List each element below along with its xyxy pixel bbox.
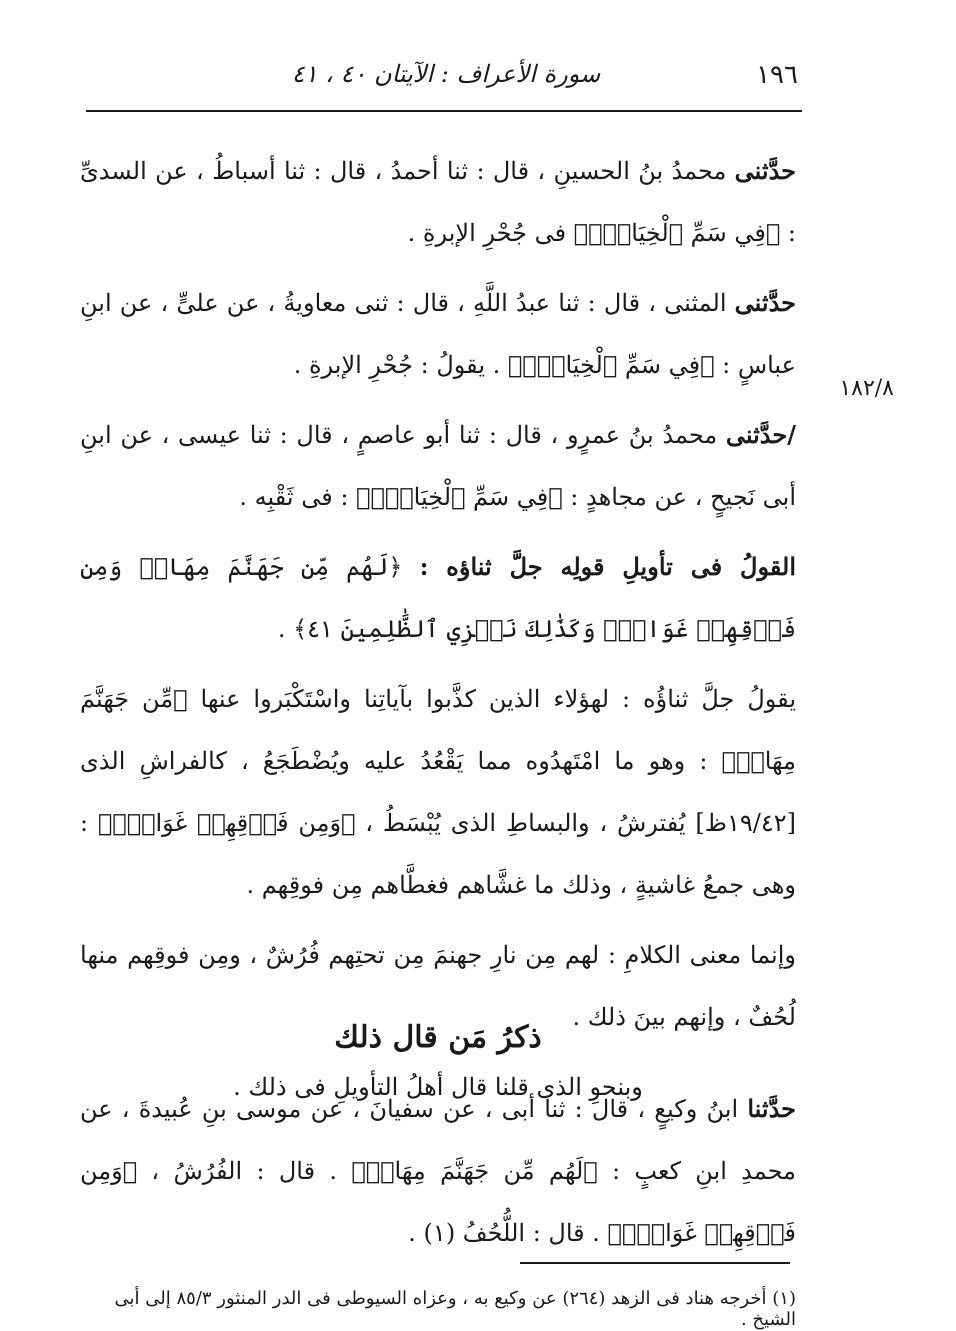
header-rule: [86, 110, 802, 112]
paragraph-lead: حدَّثنى: [734, 156, 796, 185]
page-header: [86, 60, 802, 96]
running-head: سورة الأعراف : الآيتان ٤٠ ، ٤١: [291, 60, 601, 88]
paragraph-text: ﴿لَهُم مِّن جَهَنَّمَ مِهَادٞ وَمِن فَوۡقِهِمۡ غَوَاشٖۚ وَكَذَٰلِكَ نَجۡزِي ٱلظَّٰلِمِينَ ٤١﴾ .: [80, 553, 796, 643]
paragraph-hadith-3: [80, 404, 796, 528]
paragraph-text: محمدُ بنُ الحسينِ ، قال : ثنا أحمدُ ، قال : ثنا أسباطُ ، عن السدىِّ : ﴿فِي سَمِّ ٱلْخِيَاطِۚ﴾ فى جُحْرِ الإبرةِ .: [80, 157, 796, 247]
page-number: ١٩٦: [756, 60, 798, 90]
paragraph-hadith-1: [80, 140, 796, 264]
paragraph-explanation: [80, 668, 796, 916]
body-text-2: [80, 1078, 796, 1272]
paragraph-text: ابنُ وكيعٍ ، قال : ثنا أبى ، عن سفيانَ ، عن موسى بنِ عُبيدةَ ، عن محمدِ ابنِ كعبٍ : ﴿لَهُم مِّن جَهَنَّمَ مِهَادٞ﴾ . قال : الفُرُشُ ، ﴿وَمِن فَوۡقِهِمۡ غَوَاشٖۚ﴾ . قال : اللُّحُفُ (١) .: [80, 1095, 797, 1247]
body-text: [80, 140, 796, 1126]
paragraph-text: المثنى ، قال : ثنا عبدُ اللَّهِ ، قال : ثنى معاويةُ ، عن علىٍّ ، عن ابنِ عباسٍ : ﴿فِي سَمِّ ٱلْخِيَاطِۚ﴾ . يقولُ : جُحْرِ الإبرةِ .: [80, 289, 796, 379]
paragraph-text: محمدُ بنُ عمرٍو ، قال : ثنا أبو عاصمٍ ، قال : ثنا عيسى ، عن ابنِ أبى نَجيحٍ ، عن مجاهدٍ : ﴿فِي سَمِّ ٱلْخِيَاطِۚ﴾ : فى ثَقْبِه .: [80, 421, 796, 511]
paragraph-hadith-4: [80, 1078, 796, 1264]
footnote: (١) أخرجه هناد فى الزهد (٢٦٤) عن وكيع به ، وعزاه السيوطى فى الدر المنثور ٨٥/٣ إلى أبى الشيخ .: [114, 1288, 796, 1330]
margin-note: ١٨٢/٨: [839, 376, 894, 401]
paragraph-text: وإنما معنى الكلامِ : لهم مِن نارِ جهنمَ مِن تحتِهم فُرُشٌ ، ومِن فوقِهم منها لُحُفٌ ، وإنهم بينَ ذلك .: [80, 941, 796, 1031]
footnote-rule: [520, 1262, 790, 1264]
paragraph-text: يقولُ جلَّ ثناؤُه : لهؤلاء الذين كذَّبوا بآياتِنا واسْتَكْبَروا عنها ﴿مِّن جَهَنَّمَ مِهَادٞ﴾ : وهو ما امْتَهدُوه مما يَقْعُدُ عليه ويُضْطَجَعُ ، كالفراشِ الذى [١٩/٤٢ظ] يُفترشُ ، والبساطِ الذى يُبْسَطُ ، ﴿وَمِن فَوۡقِهِمۡ غَوَاشٖۚ﴾ : وهى جمعُ غاشيةٍ ، وذلك ما غشَّاهم فغطَّاهم مِن فوقِهم .: [80, 685, 796, 899]
paragraph-text: وبنحوِ الذى قلنا قال أهلُ التأويلِ فى ذلك .: [233, 1073, 643, 1101]
paragraph-lead: حدَّثنى: [734, 288, 796, 317]
paragraph-lead: حدَّثنا: [747, 1094, 796, 1123]
paragraph-lead: القولُ فى تأويلِ قولِه جلَّ ثناؤه :: [419, 552, 797, 581]
paragraph-tafsir-heading: [80, 536, 796, 660]
paragraph-lead: /حدَّثنى: [725, 420, 796, 449]
section-heading: ذكرُ مَن قال ذلك: [334, 1020, 542, 1055]
paragraph-hadith-2: [80, 272, 796, 396]
